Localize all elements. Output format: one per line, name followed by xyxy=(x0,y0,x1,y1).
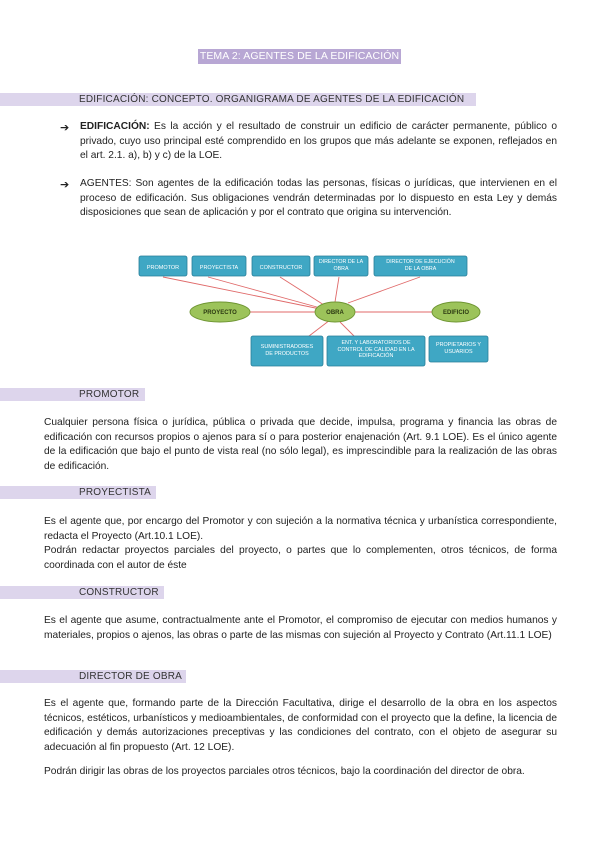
box-suministradores: SUMINISTRADORES DE PRODUCTOS xyxy=(260,344,314,357)
box-director-obra: DIRECTOR DE LA OBRA xyxy=(318,259,364,272)
organigrama-diagram xyxy=(130,250,490,375)
box-laboratorios: ENT. Y LABORATORIOS DE CONTROL DE CALIDAD EN LA EDIFICACIÓN xyxy=(337,340,415,360)
box-constructor: CONSTRUCTOR xyxy=(259,265,303,271)
section-heading-constructor: CONSTRUCTOR xyxy=(79,587,159,598)
constructor-text: Es el agente que asume, contractualmente ante el Promotor, el compromiso de ejecutar con medios humanos y materiales, propios o ajenos, las obras o parte de las mismas con sujeción al Proyecto y Contrato (Art.11.1 LOE) xyxy=(44,615,557,641)
section-heading-director-obra: DIRECTOR DE OBRA xyxy=(79,671,183,682)
box-promotor: PROMOTOR xyxy=(146,265,180,271)
proyectista-text-2: Podrán redactar proyectos parciales del proyecto, o partes que lo complementen, otros técnicos, de forma coordinada con el autor de éste xyxy=(44,545,557,571)
promotor-text: Cualquier persona física o jurídica, pública o privada que decide, impulsa, programa y financia las obras de edificación con recursos propios o ajenos para sí o para posterior enajenación (Art. 9.1 LOE). Es el único agente de la edificación que bajo el punto de vista real (no sólo legal), es imprescindible para la realización de las obras de edificación. xyxy=(44,417,557,472)
oval-proyecto: PROYECTO xyxy=(203,310,237,316)
box-propietarios: PROPIETARIOS Y USUARIOS xyxy=(435,342,482,355)
top-boxes xyxy=(139,256,467,276)
section-heading-proyectista: PROYECTISTA xyxy=(79,487,152,498)
term-edificacion: EDIFICACIÓN: xyxy=(80,121,150,132)
ovals xyxy=(190,302,480,322)
box-proyectista: PROYECTISTA xyxy=(199,265,239,271)
bullet-agentes: AGENTES: Son agentes de la edificación todas las personas, físicas o jurídicas, que intervienen en el proceso de edificación. Sus obligaciones vendrán determinadas por lo dispuesto en esta Ley y demás disposiciones que sean de aplicación y por el contrato que origina su intervención. xyxy=(80,178,557,219)
director-text-2: Podrán dirigir las obras de los proyectos parciales otros técnicos, bajo la coordinación del director de obra. xyxy=(44,766,525,777)
bullet-edificacion xyxy=(80,120,557,164)
bottom-boxes xyxy=(251,336,488,366)
bullet-arrow: ➔ xyxy=(60,179,70,191)
director-text-1: Es el agente que, formando parte de la Dirección Facultativa, dirige el desarrollo de la obra en los aspectos técnicos, estéticos, urbanísticos y medioambientales, de conformidad con el proyecto que la define, la licencia de edificación y demás autorizaciones preceptivas y las condiciones del contrato, con el objeto de asegurar su adecuación al fin propuesto (Art. 12 LOE). xyxy=(44,698,557,753)
bullet-arrow: ➔ xyxy=(60,122,70,134)
proyectista-text-1: Es el agente que, por encargo del Promotor y con sujeción a la normativa técnica y urbanística correspondiente, redacta el Proyecto (Art.10.1 LOE). xyxy=(44,516,557,542)
oval-edificio: EDIFICIO xyxy=(442,310,470,316)
oval-obra: OBRA xyxy=(326,310,344,316)
section-heading-promotor: PROMOTOR xyxy=(79,389,140,400)
section-heading-edificacion: EDIFICACIÓN: CONCEPTO. ORGANIGRAMA DE AGENTES DE LA EDIFICACIÓN xyxy=(79,94,465,105)
page-title: TEMA 2: AGENTES DE LA EDIFICACIÓN xyxy=(199,50,400,62)
bullet-edificacion-text: Es la acción y el resultado de construir un edificio de carácter permanente, público o privado, cuyo uso principal esté comprendido en los grupos que más adelante se exponen, reflejados en el art. 2.1. a), b) y c) de la LOE. xyxy=(80,121,557,162)
box-director-ejecucion: DIRECTOR DE EJECUCIÓN DE LA OBRA xyxy=(386,259,455,272)
